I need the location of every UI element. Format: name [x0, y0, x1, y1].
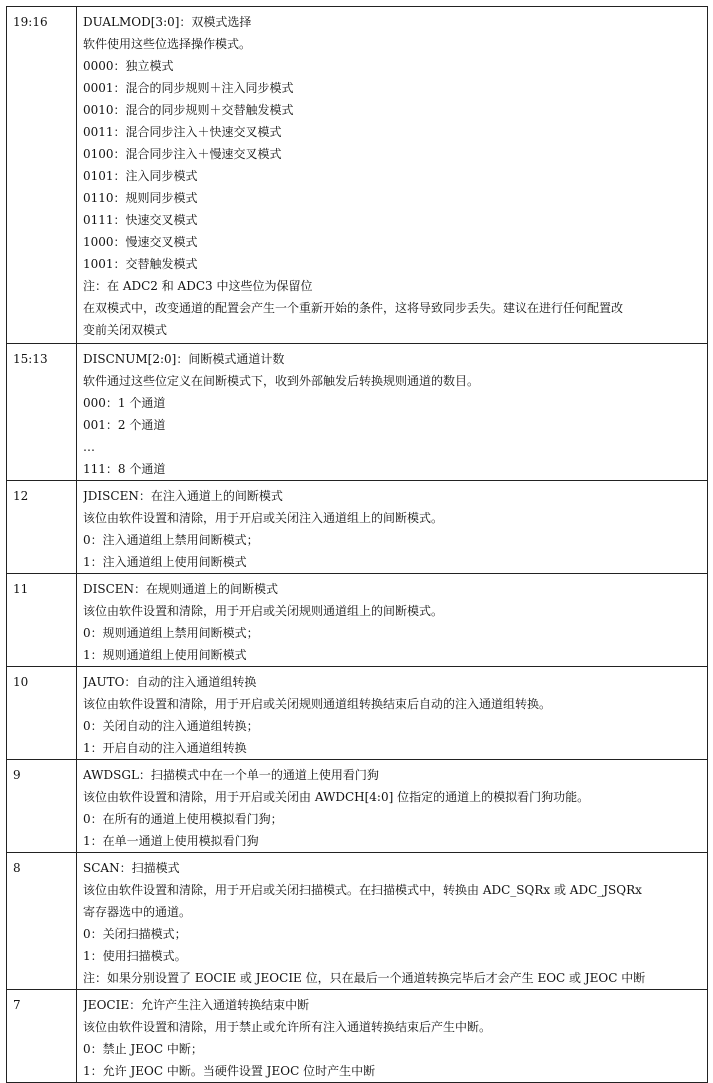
- option-line: 0：关闭自动的注入通道组转换；: [83, 719, 259, 733]
- field-title: JAUTO：自动的注入通道组转换: [83, 675, 257, 689]
- bit-description: [77, 344, 708, 481]
- table-row: [7, 574, 708, 667]
- table-row: [7, 667, 708, 760]
- option-line: 1：规则通道组上使用间断模式: [83, 648, 247, 662]
- option-line: 001：2 个通道: [83, 418, 166, 432]
- bit-description: [77, 481, 708, 574]
- field-title: AWDSGL：扫描模式中在一个单一的通道上使用看门狗: [83, 768, 379, 782]
- table-row: [7, 7, 708, 344]
- option-line: 0：注入通道组上禁用间断模式；: [83, 533, 259, 547]
- table-row: [7, 760, 708, 853]
- option-line: 0：规则通道组上禁用间断模式；: [83, 626, 259, 640]
- option-line: 1：使用扫描模式。: [83, 949, 187, 963]
- bit-range: 12: [7, 481, 77, 574]
- bit-description: [77, 853, 708, 990]
- bit-description: [77, 667, 708, 760]
- bit-range: 10: [7, 667, 77, 760]
- bit-range: 7: [7, 990, 77, 1083]
- table-row: [7, 853, 708, 990]
- bit-range: 9: [7, 760, 77, 853]
- note-line: 注：如果分别设置了 EOCIE 或 JEOCIE 位，只在最后一个通道转换完毕后才会产生 EOC 或 JEOC 中断: [83, 971, 646, 985]
- field-title: DUALMOD[3:0]：双模式选择: [83, 15, 252, 29]
- description-line: 该位由软件设置和清除，用于开启或关闭规则通道组上的间断模式。: [83, 604, 444, 618]
- table-row: [7, 481, 708, 574]
- bit-description: [77, 7, 708, 344]
- field-title: SCAN：扫描模式: [83, 861, 180, 875]
- ellipsis-line: …: [83, 440, 95, 454]
- description-line: 该位由软件设置和清除，用于开启或关闭规则通道组转换结束后自动的注入通道组转换。: [83, 697, 552, 711]
- option-line: 1：在单一通道上使用模拟看门狗: [83, 834, 259, 848]
- description-line: 在双模式中，改变通道的配置会产生一个重新开始的条件，这将导致同步丢失。建议在进行任何配置改: [83, 301, 624, 315]
- option-line: 1：允许 JEOC 中断。当硬件设置 JEOC 位时产生中断: [83, 1064, 376, 1078]
- option-line: 0101：注入同步模式: [83, 169, 198, 183]
- description-line: 软件使用这些位选择操作模式。: [83, 37, 252, 51]
- bit-range: 8: [7, 853, 77, 990]
- option-line: 000：1 个通道: [83, 396, 166, 410]
- field-title: DISCNUM[2:0]：间断模式通道计数: [83, 352, 285, 366]
- field-title: JDISCEN：在注入通道上的间断模式: [83, 489, 283, 503]
- bit-range: 11: [7, 574, 77, 667]
- option-line: 0111：快速交叉模式: [83, 213, 198, 227]
- option-line: 1001：交替触发模式: [83, 257, 198, 271]
- description-line: 寄存器选中的通道。: [83, 905, 192, 919]
- description-line: 该位由软件设置和清除，用于禁止或允许所有注入通道转换结束后产生中断。: [83, 1020, 492, 1034]
- option-line: 1000：慢速交叉模式: [83, 235, 198, 249]
- bit-description: [77, 990, 708, 1083]
- field-title: DISCEN：在规则通道上的间断模式: [83, 582, 279, 596]
- option-line: 1：开启自动的注入通道组转换: [83, 741, 247, 755]
- option-line: 0：关闭扫描模式；: [83, 927, 187, 941]
- description-line: 软件通过这些位定义在间断模式下，收到外部触发后转换规则通道的数目。: [83, 374, 480, 388]
- bit-description: [77, 574, 708, 667]
- description-line: 变前关闭双模式: [83, 323, 168, 337]
- bit-range: 19:16: [7, 7, 77, 344]
- option-line: 0110：规则同步模式: [83, 191, 198, 205]
- bit-range: 15:13: [7, 344, 77, 481]
- option-line: 0010：混合的同步规则＋交替触发模式: [83, 103, 294, 117]
- option-line: 1：注入通道组上使用间断模式: [83, 555, 247, 569]
- table-row: [7, 990, 708, 1083]
- option-line: 0001：混合的同步规则＋注入同步模式: [83, 81, 294, 95]
- option-line: 0：在所有的通道上使用模拟看门狗；: [83, 812, 283, 826]
- description-line: 该位由软件设置和清除，用于开启或关闭由 AWDCH[4:0] 位指定的通道上的模拟看门狗功能。: [83, 790, 590, 804]
- description-line: 该位由软件设置和清除，用于开启或关闭注入通道组上的间断模式。: [83, 511, 444, 525]
- field-title: JEOCIE：允许产生注入通道转换结束中断: [83, 998, 310, 1012]
- option-line: 0011：混合同步注入＋快速交叉模式: [83, 125, 282, 139]
- option-line: 111：8 个通道: [83, 462, 166, 476]
- option-line: 0：禁止 JEOC 中断；: [83, 1042, 203, 1056]
- description-line: 该位由软件设置和清除，用于开启或关闭扫描模式。在扫描模式中，转换由 ADC_SQRx 或 ADC_JSQRx: [83, 883, 642, 897]
- option-line: 0000：独立模式: [83, 59, 174, 73]
- table-row: [7, 344, 708, 481]
- bit-description: [77, 760, 708, 853]
- note-line: 注：在 ADC2 和 ADC3 中这些位为保留位: [83, 279, 313, 293]
- option-line: 0100：混合同步注入＋慢速交叉模式: [83, 147, 282, 161]
- register-bit-table: [6, 6, 708, 1083]
